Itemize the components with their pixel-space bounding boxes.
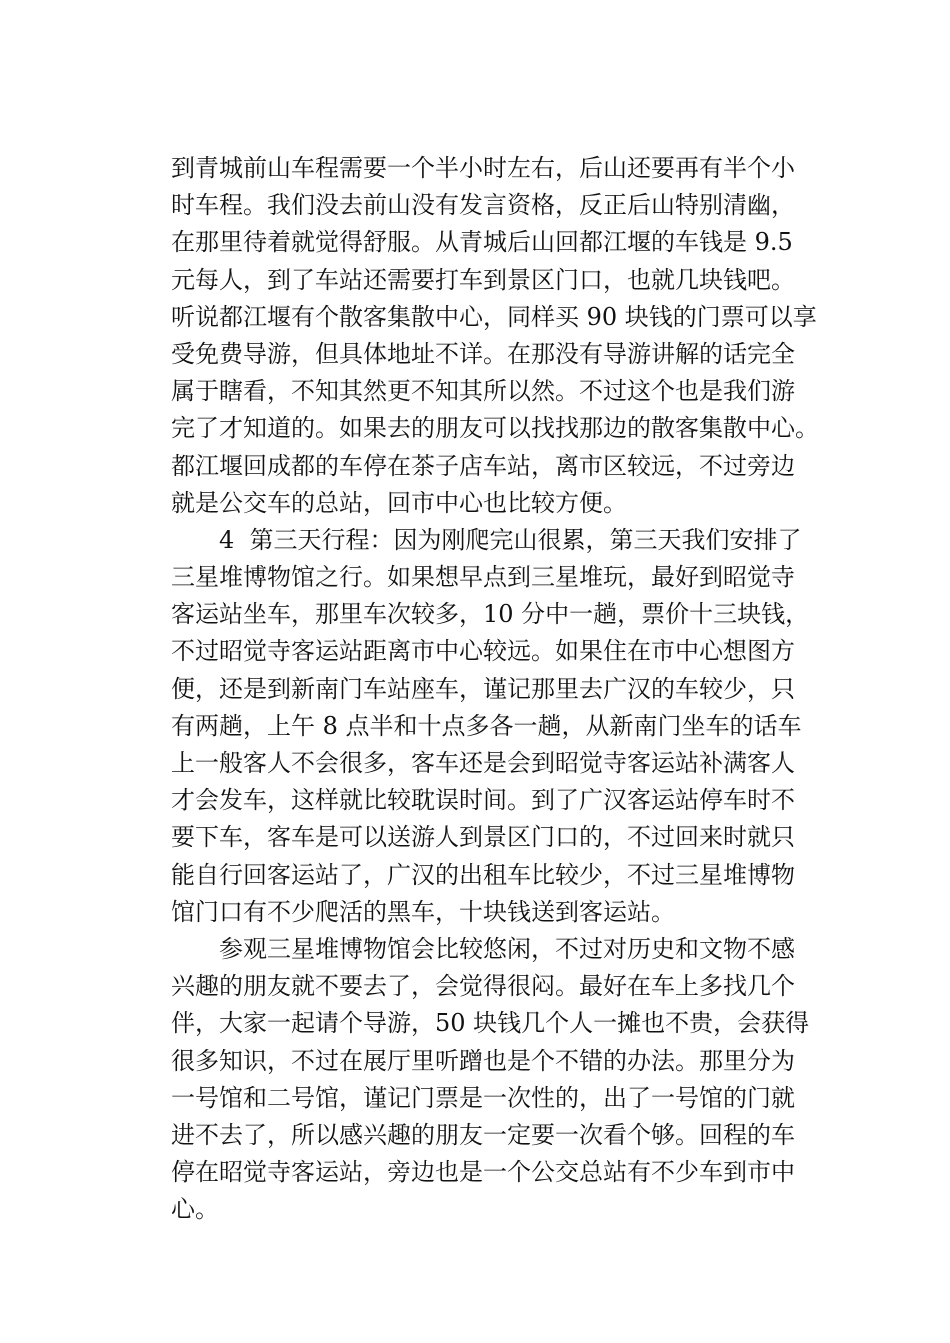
paragraph-1-line-7: 属于瞎看，不知其然更不知其所以然。不过这个也是我们游: [171, 377, 795, 406]
paragraph-1-line-3: 在那里待着就觉得舒服。从青城后山回都江堰的车钱是 9.5: [171, 228, 793, 257]
paragraph-2-line-8: 才会发车，这样就比较耽误时间。到了广汉客运站停车时不: [171, 786, 795, 815]
paragraph-2-line-4: 不过昭觉寺客运站距离市中心较远。如果住在市中心想图方: [171, 637, 795, 666]
paragraph-2-line-10: 能自行回客运站了，广汉的出租车比较少，不过三星堆博物: [171, 860, 795, 889]
paragraph-3-line-6: 进不去了，所以感兴趣的朋友一定要一次看个够。回程的车: [171, 1120, 795, 1149]
paragraph-3-line-1: 参观三星堆博物馆会比较悠闲，不过对历史和文物不感: [219, 934, 795, 963]
paragraph-1-line-1: 到青城前山车程需要一个半小时左右，后山还要再有半个小: [171, 154, 795, 182]
document-body: [171, 150, 837, 1228]
paragraph-3-line-5: 一号馆和二号馆，谨记门票是一次性的，出了一号馆的门就: [171, 1083, 795, 1112]
paragraph-1-line-4: 元每人，到了车站还需要打车到景区门口，也就几块钱吧。: [171, 265, 795, 294]
paragraph-3-line-7: 停在昭觉寺客运站，旁边也是一个公交总站有不少车到市中: [171, 1158, 795, 1187]
paragraph-2-line-6: 有两趟，上午 8 点半和十点多各一趟，从新南门坐车的话车: [171, 711, 802, 740]
paragraph-2-line-2: 三星堆博物馆之行。如果想早点到三星堆玩，最好到昭觉寺: [171, 563, 795, 592]
paragraph-2-line-7: 上一般客人不会很多，客车还是会到昭觉寺客运站补满客人: [171, 749, 795, 777]
paragraph-3-line-3: 伴，大家一起请个导游，50 块钱几个人一摊也不贵，会获得: [171, 1009, 810, 1038]
paragraph-2-line-11: 馆门口有不少爬活的黑车，十块钱送到客运站。: [171, 897, 675, 926]
paragraph-1-line-10: 就是公交车的总站，回市中心也比较方便。: [171, 488, 627, 517]
paragraph-2-line-5: 便，还是到新南门车站座车，谨记那里去广汉的车较少，只: [171, 674, 795, 703]
paragraph-1-line-5: 听说都江堰有个散客集散中心，同样买 90 块钱的门票可以享: [171, 302, 817, 331]
paragraph-3-line-8: 心。: [171, 1195, 219, 1224]
paragraph-2-line-1: 4 第三天行程：因为刚爬完山很累，第三天我们安排了: [219, 525, 802, 554]
paragraph-2-line-9: 要下车，客车是可以送游人到景区门口的，不过回来时就只: [171, 823, 795, 852]
paragraph-1-line-9: 都江堰回成都的车停在茶子店车站，离市区较远，不过旁边: [171, 451, 795, 480]
paragraph-2-line-3: 客运站坐车，那里车次较多，10 分中一趟，票价十三块钱，: [171, 600, 810, 629]
paragraph-1-line-8: 完了才知道的。如果去的朋友可以找找那边的散客集散中心。: [171, 414, 819, 443]
paragraph-3-line-4: 很多知识，不过在展厅里听蹭也是个不错的办法。那里分为: [171, 1046, 795, 1075]
paragraph-1-line-2: 时车程。我们没去前山没有发言资格，反正后山特别清幽，: [171, 191, 795, 220]
paragraph-1-line-6: 受免费导游，但具体地址不详。在那没有导游讲解的话完全: [171, 339, 795, 368]
paragraph-3-line-2: 兴趣的朋友就不要去了，会觉得很闷。最好在车上多找几个: [171, 972, 795, 1001]
